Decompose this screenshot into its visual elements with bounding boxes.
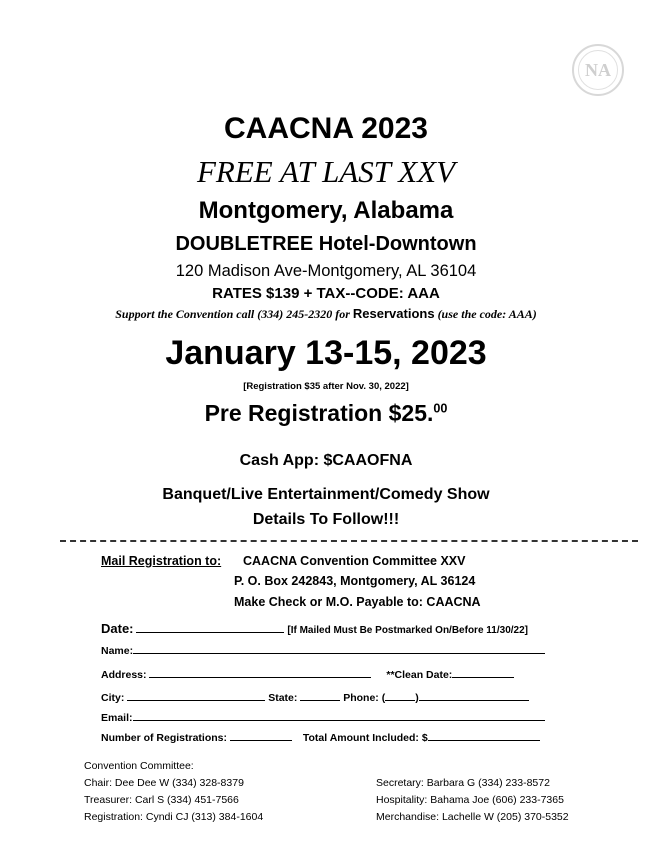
logo-text: NA bbox=[585, 59, 611, 80]
support-line bbox=[0, 306, 652, 322]
hotel-address: 120 Madison Ave-Montgomery, AL 36104 bbox=[175, 262, 477, 280]
committee-left bbox=[84, 758, 263, 826]
total-amount-field[interactable] bbox=[428, 730, 540, 741]
name-row bbox=[101, 643, 545, 657]
committee-merchandise: Merchandise: Lachelle W (205) 370-5352 bbox=[376, 811, 569, 823]
city-field[interactable] bbox=[127, 690, 265, 701]
committee-secretary: Secretary: Barbara G (334) 233-8572 bbox=[376, 777, 550, 789]
registrations-row bbox=[101, 730, 540, 744]
num-registrations-label: Number of Registrations: bbox=[101, 732, 228, 744]
committee-treasurer: Treasurer: Carl S (334) 451-7566 bbox=[84, 794, 239, 806]
mail-payable: Make Check or M.O. Payable to: CAACNA bbox=[234, 595, 481, 609]
address-row bbox=[101, 667, 514, 681]
prereg-cents: 00 bbox=[433, 401, 448, 416]
num-registrations-field[interactable] bbox=[230, 730, 292, 741]
na-logo bbox=[572, 44, 624, 96]
cash-app: Cash App: $CAAOFNA bbox=[239, 452, 413, 469]
cut-line-divider bbox=[60, 540, 638, 542]
committee-right bbox=[376, 775, 569, 826]
support-code: (use the code: AAA) bbox=[434, 307, 537, 321]
name-label: Name: bbox=[101, 645, 134, 657]
email-label: Email: bbox=[101, 712, 133, 724]
banquet-line: Banquet/Live Entertainment/Comedy Show bbox=[162, 486, 490, 503]
city-heading: Montgomery, Alabama bbox=[198, 197, 454, 224]
state-field[interactable] bbox=[300, 690, 340, 701]
committee-hospitality: Hospitality: Bahama Joe (606) 233-7365 bbox=[376, 794, 564, 806]
support-text: Support the Convention call (334) 245-2320 for bbox=[115, 307, 353, 321]
postmark-note: [If Mailed Must Be Postmarked On/Before 11/30/22] bbox=[287, 625, 528, 636]
clean-date-field[interactable] bbox=[452, 667, 514, 678]
email-row bbox=[101, 710, 545, 724]
mail-registration-label: Mail Registration to: bbox=[101, 554, 222, 568]
city-row bbox=[101, 690, 529, 704]
total-amount-label: Total Amount Included: $ bbox=[302, 732, 428, 744]
late-registration-note: [Registration $35 after Nov. 30, 2022] bbox=[243, 381, 409, 392]
date-field[interactable] bbox=[136, 622, 284, 633]
mail-address-line2: P. O. Box 242843, Montgomery, AL 36124 bbox=[234, 574, 476, 588]
phone-label: Phone: ( bbox=[343, 692, 386, 704]
date-label: Date: bbox=[101, 621, 134, 636]
flyer-title: CAACNA 2023 bbox=[224, 112, 428, 145]
theme-title: FREE AT LAST XXV bbox=[196, 154, 456, 189]
pre-registration-price bbox=[0, 400, 652, 427]
city-label: City: bbox=[101, 692, 125, 704]
address-field[interactable] bbox=[149, 667, 371, 678]
state-label: State: bbox=[268, 692, 298, 704]
details-line: Details To Follow!!! bbox=[252, 511, 400, 528]
email-field[interactable] bbox=[133, 710, 545, 721]
reservations-word: Reservations bbox=[352, 306, 435, 321]
area-code-field[interactable] bbox=[385, 690, 415, 701]
committee-title: Convention Committee: bbox=[84, 760, 194, 772]
mail-address-line1: CAACNA Convention Committee XXV bbox=[243, 554, 466, 568]
name-field[interactable] bbox=[133, 643, 545, 654]
prereg-text: Pre Registration $25. bbox=[204, 400, 434, 426]
event-dates: January 13-15, 2023 bbox=[165, 334, 487, 372]
rates-line: RATES $139 + TAX--CODE: AAA bbox=[212, 285, 440, 302]
committee-registration: Registration: Cyndi CJ (313) 384-1604 bbox=[84, 811, 264, 823]
phone-close: ) bbox=[415, 692, 419, 704]
clean-date-label: **Clean Date: bbox=[386, 669, 453, 681]
phone-field[interactable] bbox=[419, 690, 529, 701]
date-row bbox=[101, 621, 528, 636]
hotel-heading: DOUBLETREE Hotel-Downtown bbox=[175, 233, 477, 255]
address-label: Address: bbox=[101, 669, 147, 681]
committee-chair: Chair: Dee Dee W (334) 328-8379 bbox=[84, 777, 244, 789]
